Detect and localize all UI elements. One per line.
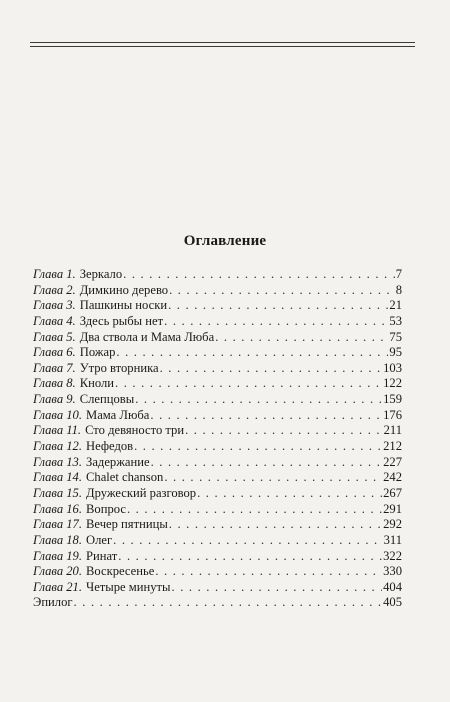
page-number: 7 [395,267,402,281]
toc-entry [33,376,402,392]
leader-dots [123,267,395,283]
leader-dots [215,330,388,346]
toc-heading: Оглавление [183,233,267,249]
toc-entry [33,533,402,549]
leader-dots [172,580,383,596]
page-number: 53 [389,313,402,328]
toc-entry [33,361,402,377]
leader-dots [116,345,388,361]
chapter-title: Утро вторника [79,360,159,375]
toc-entry [33,423,402,439]
chapter-number: Глава 20. [33,564,83,579]
leader-dots [164,314,388,330]
page-number: 292 [383,517,402,532]
chapter-title: Мама Люба [86,407,150,422]
toc-entry [33,392,402,408]
leader-dots [113,533,382,549]
toc-entry [33,439,402,455]
page-number: 311 [383,532,402,547]
chapter-title: Chalet chanson [86,470,164,485]
leader-dots [155,564,382,580]
toc-entry [33,564,402,580]
chapter-title: Пашкины носки [79,298,168,313]
chapter-title: Вопрос [86,501,126,516]
chapter-title: Задержание [86,454,150,469]
epilogue-title: Эпилог [33,595,73,610]
chapter-title: Сто девяносто три [85,423,185,438]
chapter-title: Олег [86,532,113,547]
chapter-title: Дружеский разговор [86,485,197,500]
page-number: 21 [389,298,402,313]
chapter-number: Глава 9. [33,392,76,407]
leader-dots [185,423,382,439]
toc-entry [33,298,402,314]
chapter-title: Димкино дерево [79,282,169,297]
page-number: 322 [383,548,402,563]
chapter-title: Здесь рыбы нет [79,313,164,328]
toc-entry [33,549,402,565]
page-number: 330 [383,564,402,579]
toc-entry [33,455,402,471]
leader-dots [168,298,388,314]
chapter-title: Два ствола и Мама Люба [79,329,215,344]
chapter-number: Глава 15. [33,485,83,500]
header-rule-bottom [30,46,415,47]
leader-dots [134,439,382,455]
chapter-title: Кноли [79,376,115,391]
toc-entry [33,486,402,502]
chapter-number: Глава 13. [33,454,83,469]
leader-dots [169,283,395,299]
chapter-number: Глава 16. [33,501,83,516]
toc-entry [33,517,402,533]
leader-dots [160,361,383,377]
toc-entry [33,267,402,283]
page-number: 242 [383,470,402,485]
toc-entry [33,470,402,486]
page-number: 75 [389,329,402,344]
leader-dots [115,376,382,392]
chapter-title: Четыре минуты [86,579,171,594]
toc-entry [33,314,402,330]
chapter-title: Нефедов [86,439,134,454]
chapter-number: Глава 1. [33,267,76,281]
leader-dots [150,408,382,424]
chapter-number: Глава 2. [33,282,76,297]
page-number: 122 [383,376,402,391]
page-number: 103 [383,360,402,375]
leader-dots [127,502,382,518]
page-number: 95 [389,345,402,360]
leader-dots [151,455,383,471]
chapter-title: Вечер пятницы [86,517,168,532]
chapter-title: Зеркало [79,267,123,281]
chapter-number: Глава 8. [33,376,76,391]
toc-entry [33,345,402,361]
chapter-title: Пожар [79,345,116,360]
chapter-number: Глава 21. [33,579,83,594]
chapter-number: Глава 10. [33,407,83,422]
toc-entry [33,502,402,518]
page-number: 405 [383,595,402,610]
page-number: 267 [383,485,402,500]
page-number: 176 [383,407,402,422]
chapter-number: Глава 3. [33,298,76,313]
toc-entry-epilogue [33,595,402,611]
toc-entry [33,330,402,346]
toc-entry [33,283,402,299]
page-number: 8 [395,282,402,297]
chapter-title: Воскресенье [86,564,155,579]
table-of-contents [33,267,402,611]
chapter-number: Глава 6. [33,345,76,360]
leader-dots [169,517,382,533]
page-number: 291 [383,501,402,516]
leader-dots [118,549,382,565]
leader-dots [197,486,382,502]
page-number: 159 [383,392,402,407]
page-number: 211 [383,423,402,438]
leader-dots [135,392,382,408]
chapter-number: Глава 19. [33,548,83,563]
chapter-number: Глава 12. [33,439,83,454]
leader-dots [74,595,383,611]
chapter-number: Глава 5. [33,329,76,344]
chapter-number: Глава 18. [33,532,83,547]
chapter-number: Глава 7. [33,360,76,375]
chapter-number: Глава 14. [33,470,83,485]
chapter-title: Ринат [86,548,118,563]
leader-dots [164,470,382,486]
page-number: 212 [383,439,402,454]
chapter-title: Слепцовы [79,392,135,407]
toc-entry [33,580,402,596]
toc-entry [33,408,402,424]
page-number: 227 [383,454,402,469]
page-number: 404 [383,579,402,594]
header-rule-top [30,42,415,43]
chapter-number: Глава 4. [33,313,76,328]
chapter-number: Глава 11. [33,423,82,438]
chapter-number: Глава 17. [33,517,83,532]
